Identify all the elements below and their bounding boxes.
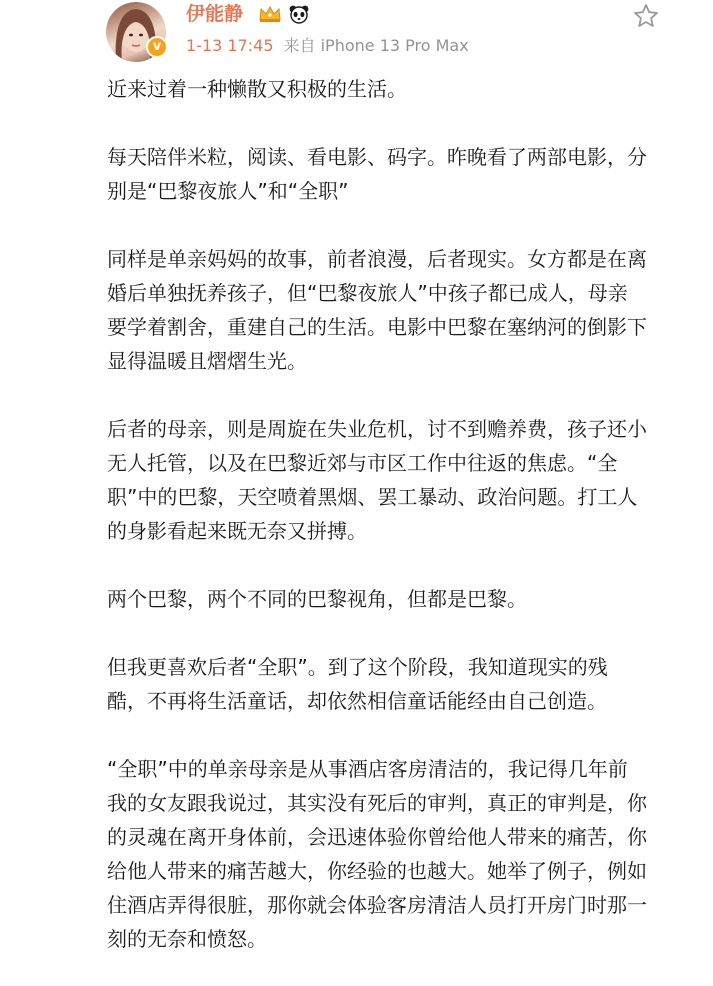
verified-v-icon: v [146,36,168,58]
post-meta [186,36,469,56]
post-paragraph: 每天陪伴米粒，阅读、看电影、码字。昨晚看了两部电影，分别是“巴黎夜旅人”和“全职” [107,145,647,203]
post-paragraph: 近来过着一种懒散又积极的生活。 [107,77,407,101]
crown-badge-icon[interactable] [258,4,282,24]
post-paragraph: 同样是单亲妈妈的故事，前者浪漫，后者现实。女方都是在离婚后单独抚养孩子，但“巴黎夜旅人”中孩子都已成人，母亲要学着割舍，重建自己的生活。电影中巴黎在塞纳河的倒影下显得温暖且熠熠生光。 [107,247,647,373]
post-paragraph: 后者的母亲，则是周旋在失业危机，讨不到赡养费，孩子还小无人托管，以及在巴黎近郊与市区工作中往返的焦虑。“全职”中的巴黎，天空喷着黑烟、罢工暴动、政治问题。打工人的身影看起来既无奈又拼搏。 [107,417,647,543]
post-time[interactable]: 1-13 17:45 [186,36,274,55]
author-name[interactable]: 伊能静 [186,3,244,25]
star-outline-icon [632,2,660,30]
post-paragraph: “全职”中的单亲母亲是从事酒店客房清洁的，我记得几年前我的女友跟我说过，其实没有死后的审判，真正的审判是，你的灵魂在离开身体前，会迅速体验你曾给他人带来的痛苦，你给他人带来的痛苦越大，你经验的也越大。她举了例子，例如住酒店弄得很脏，那你就会体验客房清洁人员打开房门时那一刻的无奈和愤怒。 [107,757,647,951]
favorite-button[interactable] [632,2,660,30]
post-paragraph: 但我更喜欢后者“全职”。到了这个阶段，我知道现实的残酷，不再将生活童话，却依然相信童话能经由自己创造。 [107,655,608,713]
post-paragraph: 两个巴黎，两个不同的巴黎视角，但都是巴黎。 [107,587,527,611]
post-source: 来自 iPhone 13 Pro Max [283,36,469,55]
panda-badge-icon[interactable] [288,4,310,24]
post-content [107,72,647,956]
post-header [0,0,713,70]
user-badges [258,3,310,25]
